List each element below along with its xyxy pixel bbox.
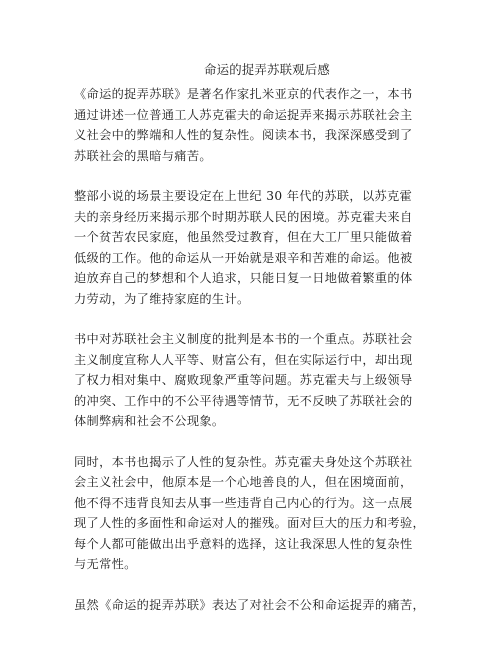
paragraph-line: 主义制度宣称人人平等、财富公有，但在实际运行中，却出现 xyxy=(74,352,413,367)
paragraph-line: 苏联社会的黑暗与痛苦。 xyxy=(74,148,212,163)
paragraph-line: 会主义社会中，他原本是一个心地善良的人，但在困境面前， xyxy=(74,475,413,489)
paragraph-1 xyxy=(74,84,444,166)
paragraph-line: 现了人性的多面性和命运对人的摧残。面对巨大的压力和考验， xyxy=(74,516,426,530)
paragraph-line: 一个贫苦农民家庭，他虽然受过教育，但在大工厂里只能做着 xyxy=(74,230,413,244)
document-title: 命运的捉弄苏联观后感 xyxy=(204,62,330,77)
paragraph-line: 同时，本书也揭示了人性的复杂性。苏克霍夫身处这个苏联社 xyxy=(74,454,413,469)
paragraph-line: 通过讲述一位普通工人苏克霍夫的命运捉弄来揭示苏联社会主 xyxy=(74,107,413,122)
paragraph-line: 力劳动，为了维持家庭的生计。 xyxy=(74,291,250,306)
paragraph-line: 书中对苏联社会主义制度的批判是本书的一个重点。苏联社会 xyxy=(74,332,413,346)
paragraph-3 xyxy=(74,329,444,432)
paragraph-line: 了权力相对集中、腐败现象严重等问题。苏克霍夫与上级领导 xyxy=(74,373,413,387)
paragraph-line: 他不得不违背良知去从事一些违背自己内心的行为。这一点展 xyxy=(74,495,413,510)
paragraph-line: 虽然《命运的捉弄苏联》表达了对社会不公和命运捉弄的痛苦， xyxy=(74,597,426,612)
paragraph-line: 与无常性。 xyxy=(74,557,137,571)
paragraph-line: 体制弊病和社会不公现象。 xyxy=(74,414,225,428)
paragraph-line: 迫放弃自己的梦想和个人追求，只能日复一日地做着繁重的体 xyxy=(74,271,413,285)
paragraph-line: 整部小说的场景主要设定在上世纪 30 年代的苏联，以苏克霍 xyxy=(74,189,413,203)
paragraph-line: 《命运的捉弄苏联》是著名作家扎米亚京的代表作之一，本书 xyxy=(74,87,413,101)
paragraph-5 xyxy=(74,595,444,616)
paragraph-4 xyxy=(74,452,444,575)
paragraph-line: 每个人都可能做出出乎意料的选择，这让我深思人性的复杂性 xyxy=(74,536,413,551)
paragraph-line: 低级的工作。他的命运从一开始就是艰辛和苦难的命运。他被 xyxy=(74,250,413,265)
paragraph-line: 夫的亲身经历来揭示那个时期苏联人民的困境。苏克霍夫来自 xyxy=(74,209,413,224)
paragraph-2 xyxy=(74,186,444,309)
paragraph-line: 的冲突、工作中的不公平待遇等情节，无不反映了苏联社会的 xyxy=(74,393,413,408)
paragraph-line: 义社会中的弊端和人性的复杂性。阅读本书，我深深感受到了 xyxy=(74,128,413,142)
